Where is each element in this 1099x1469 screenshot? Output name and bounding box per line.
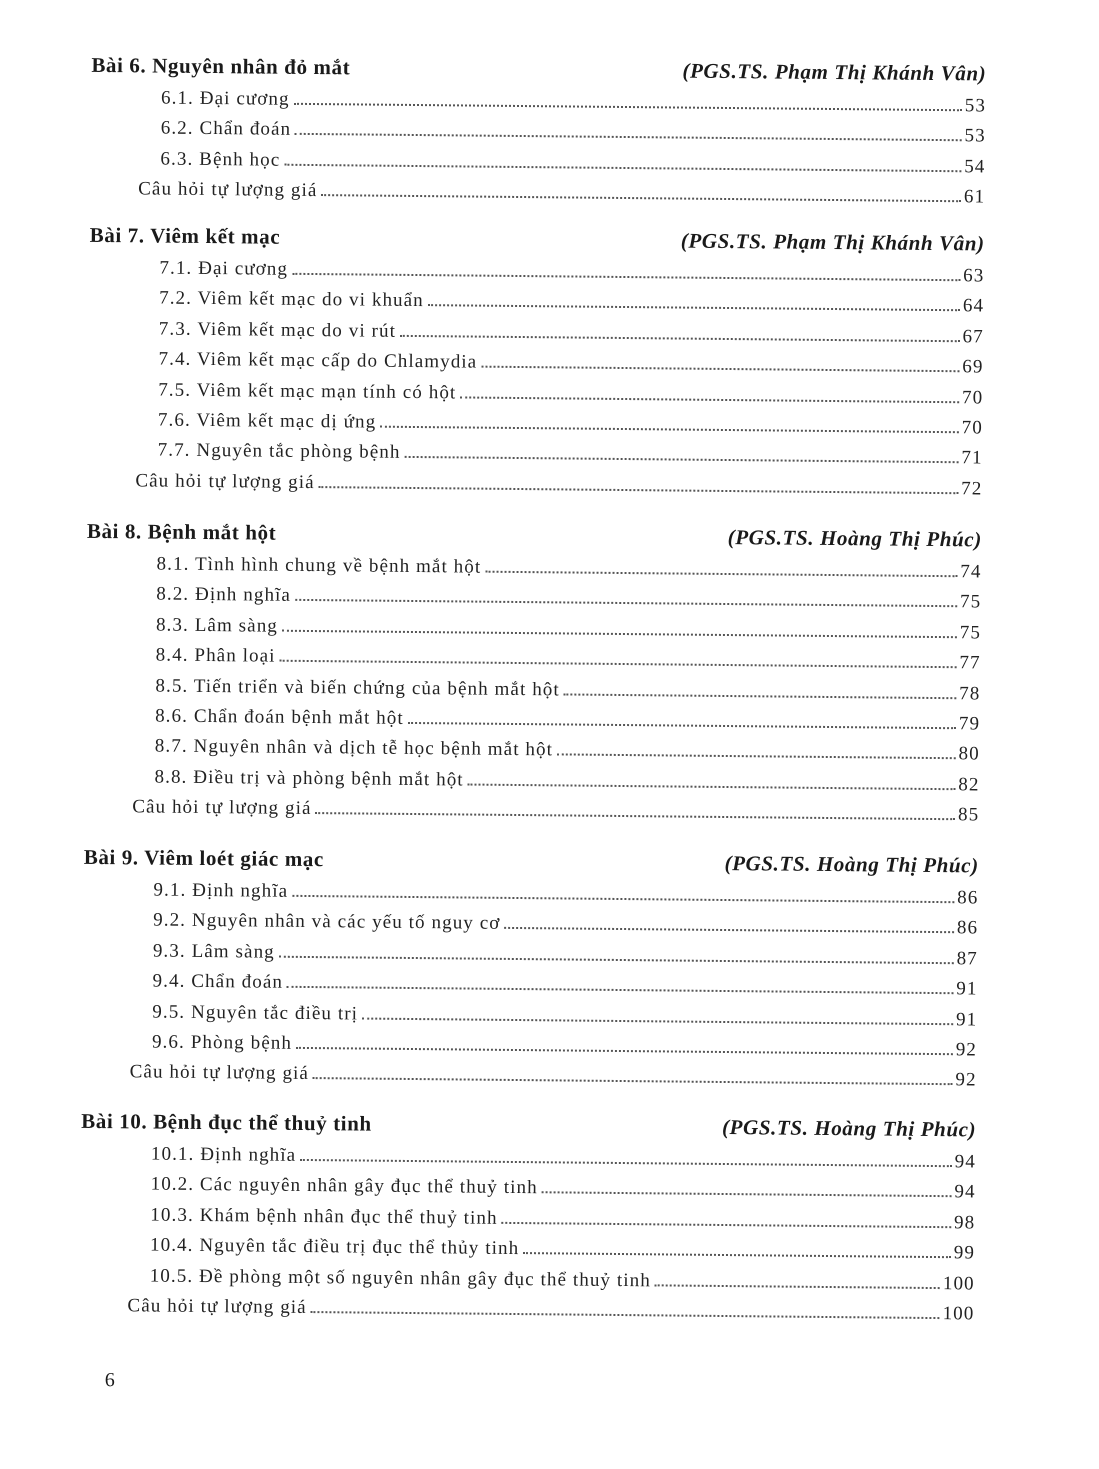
toc-entry-label: 7.1. Đại cương: [159, 257, 289, 280]
toc-entry-label: 7.5. Viêm kết mạc mạn tính có hột: [158, 379, 457, 403]
toc-entry-page: 54: [964, 156, 986, 178]
toc-entry-label: 10.3. Khám bệnh nhân đục thể thuỷ tinh: [150, 1204, 498, 1229]
toc-entry-label: 7.4. Viêm kết mạc cấp do Chlamydia: [158, 348, 478, 373]
toc-entry-page: 92: [955, 1069, 977, 1091]
toc-entry-label: 7.3. Viêm kết mạc do vi rút: [158, 318, 397, 342]
toc-entry-page: 53: [964, 125, 986, 147]
dot-leader: [408, 722, 956, 729]
toc-entry-page: 92: [955, 1039, 978, 1061]
dot-leader: [316, 812, 955, 820]
dot-leader: [292, 895, 954, 903]
toc-entry-label: 9.5. Nguyên tắc điều trị: [152, 1001, 359, 1025]
toc-entry-label: 6.1. Đại cương: [160, 87, 290, 110]
toc-entry-label: 10.2. Các nguyên nhân gây đục thể thuỷ tinh: [150, 1173, 538, 1199]
lesson-6: [90, 53, 986, 217]
toc-entry-page: 86: [957, 887, 979, 909]
toc-entry-label: 8.7. Nguyên nhân và dịch tễ học bệnh mắt hột: [154, 735, 554, 761]
toc-entry-page: 91: [956, 978, 978, 1000]
dot-leader: [296, 1047, 953, 1055]
dot-leader: [428, 305, 960, 312]
lesson-author: (PGS.TS. Phạm Thị Khánh Vân): [680, 228, 985, 256]
toc-entry-page: 67: [962, 326, 984, 348]
lesson-7: [87, 223, 985, 509]
dot-leader: [400, 335, 960, 342]
toc-entry-label: 7.6. Viêm kết mạc dị ứng: [157, 409, 377, 433]
dot-leader: [279, 956, 954, 964]
lesson-author: (PGS.TS. Hoàng Thị Phúc): [724, 850, 979, 878]
toc-entry-page: 85: [957, 804, 980, 826]
dot-leader: [300, 1159, 951, 1167]
toc-entry-page: 53: [964, 95, 987, 117]
toc-entry-label: Câu hỏi tự lượng giá: [129, 1061, 310, 1085]
dot-leader: [380, 426, 958, 434]
toc-entry-page: 63: [963, 265, 985, 287]
dot-leader: [504, 927, 953, 933]
dot-leader: [295, 133, 961, 141]
toc-entry-label: 8.2. Định nghĩa: [156, 583, 292, 607]
dot-leader: [485, 571, 957, 578]
toc-entry-label: 6.2. Chẩn đoán: [160, 117, 292, 141]
toc-entry-page: 78: [959, 682, 981, 705]
toc-entry-label: 10.1. Định nghĩa: [150, 1143, 297, 1166]
toc-entry-page: 72: [961, 477, 983, 500]
toc-entry-label: 10.5. Đề phòng một số nguyên nhân gây đục thể thuỷ tinh: [149, 1265, 651, 1291]
toc-entry-page: 70: [961, 386, 984, 409]
toc-entry-page: 75: [959, 591, 982, 613]
toc-entry-label: 8.8. Điều trị và phòng bệnh mắt hột: [154, 766, 464, 791]
toc-entry-label: 8.3. Lâm sàng: [155, 614, 279, 637]
toc-entry-page: 94: [954, 1151, 976, 1173]
toc-entry-page: 99: [953, 1242, 976, 1264]
toc-entry-label: 8.5. Tiến triển và biến chứng của bệnh mắt hột: [155, 675, 560, 700]
dot-leader: [404, 456, 958, 463]
dot-leader: [292, 273, 960, 281]
dot-leader: [481, 366, 959, 373]
toc-entry-page: 75: [959, 622, 982, 644]
toc-entry-label: 7.2. Viêm kết mạc do vi khuẩn: [159, 287, 424, 312]
lesson-10: [79, 1109, 976, 1334]
lesson-author: (PGS.TS. Hoàng Thị Phúc): [721, 1114, 977, 1142]
lesson-author: (PGS.TS. Phạm Thị Khánh Vân): [682, 58, 987, 86]
toc-entry-label: 9.1. Định nghĩa: [153, 879, 289, 902]
toc-entry-label: 8.1. Tình hình chung về bệnh mắt hột: [156, 553, 482, 578]
dot-leader: [523, 1252, 951, 1258]
toc-entry-page: 86: [956, 917, 979, 939]
lesson-title: Bài 6. Nguyên nhân đỏ mắt: [91, 52, 351, 80]
toc-entry-label: 6.3. Bệnh học: [160, 148, 281, 171]
toc-entry-label: Câu hỏi tự lượng giá: [127, 1295, 307, 1318]
lesson-title: Bài 7. Viêm kết mạc: [89, 222, 281, 249]
toc-entry-label: 8.4. Phân loại: [155, 644, 276, 667]
toc-entry-page: 94: [954, 1181, 976, 1203]
dot-leader: [468, 783, 956, 790]
toc-entry-label: Câu hỏi tự lượng giá: [135, 470, 315, 493]
toc-entry-label: 9.6. Phòng bệnh: [151, 1031, 293, 1054]
toc-entry-label: 9.4. Chẩn đoán: [152, 970, 284, 993]
toc-entry-page: 100: [942, 1303, 975, 1325]
toc-entry-label: 8.6. Chẩn đoán bệnh mắt hột: [155, 705, 404, 729]
dot-leader: [280, 660, 957, 668]
toc-entry-label: 9.2. Nguyên nhân và các yếu tố nguy cơ: [153, 909, 501, 935]
toc-entry-label: Câu hỏi tự lượng giá: [138, 178, 318, 202]
toc-entry-label: Câu hỏi tự lượng giá: [132, 796, 312, 820]
toc-entry-label: 9.3. Lâm sàng: [152, 940, 275, 963]
toc-entry-page: 71: [961, 447, 983, 469]
lesson-title: Bài 9. Viêm loét giác mạc: [83, 844, 325, 872]
toc-entry-page: 82: [958, 773, 980, 796]
toc-entry-page: 69: [962, 356, 984, 378]
dot-leader: [294, 103, 962, 111]
dot-leader: [295, 599, 957, 607]
toc-entry-page: 77: [959, 652, 981, 674]
toc-entry-page: 64: [962, 295, 985, 317]
dot-leader: [460, 396, 959, 403]
lesson-8: [84, 519, 982, 835]
lesson-9: [82, 845, 979, 1100]
toc-entry-page: 79: [958, 713, 981, 735]
dot-leader: [557, 754, 956, 760]
dot-leader: [502, 1222, 951, 1228]
lesson-title: Bài 8. Bệnh mắt hột: [86, 518, 277, 545]
dot-leader: [319, 486, 958, 494]
toc-entry-page: 70: [961, 417, 984, 439]
toc-entry-page: 80: [958, 743, 980, 765]
dot-leader: [564, 693, 956, 699]
dot-leader: [282, 630, 957, 638]
toc-entry-page: 74: [960, 561, 982, 583]
dot-leader: [287, 986, 953, 994]
dot-leader: [362, 1017, 953, 1025]
dot-leader: [313, 1077, 952, 1085]
dot-leader: [321, 194, 960, 202]
dot-leader: [311, 1311, 940, 1319]
toc-entry-label: 10.4. Nguyên tắc điều trị đục thể thủy tinh: [149, 1234, 520, 1260]
toc-entry-label: 7.7. Nguyên tắc phòng bệnh: [157, 439, 401, 464]
lesson-title: Bài 10. Bệnh đục thể thuỷ tinh: [81, 1108, 372, 1136]
toc-entry-page: 100: [942, 1272, 975, 1294]
dot-leader: [284, 164, 961, 172]
lesson-author: (PGS.TS. Hoàng Thị Phúc): [727, 525, 982, 552]
toc-entry-page: 61: [963, 186, 986, 208]
dot-leader: [655, 1284, 940, 1289]
page-number: 6: [104, 1369, 115, 1392]
dot-leader: [542, 1192, 952, 1198]
toc-entry-page: 87: [956, 948, 978, 970]
toc-entry-page: 91: [955, 1008, 978, 1030]
toc-entry-page: 98: [954, 1211, 976, 1234]
